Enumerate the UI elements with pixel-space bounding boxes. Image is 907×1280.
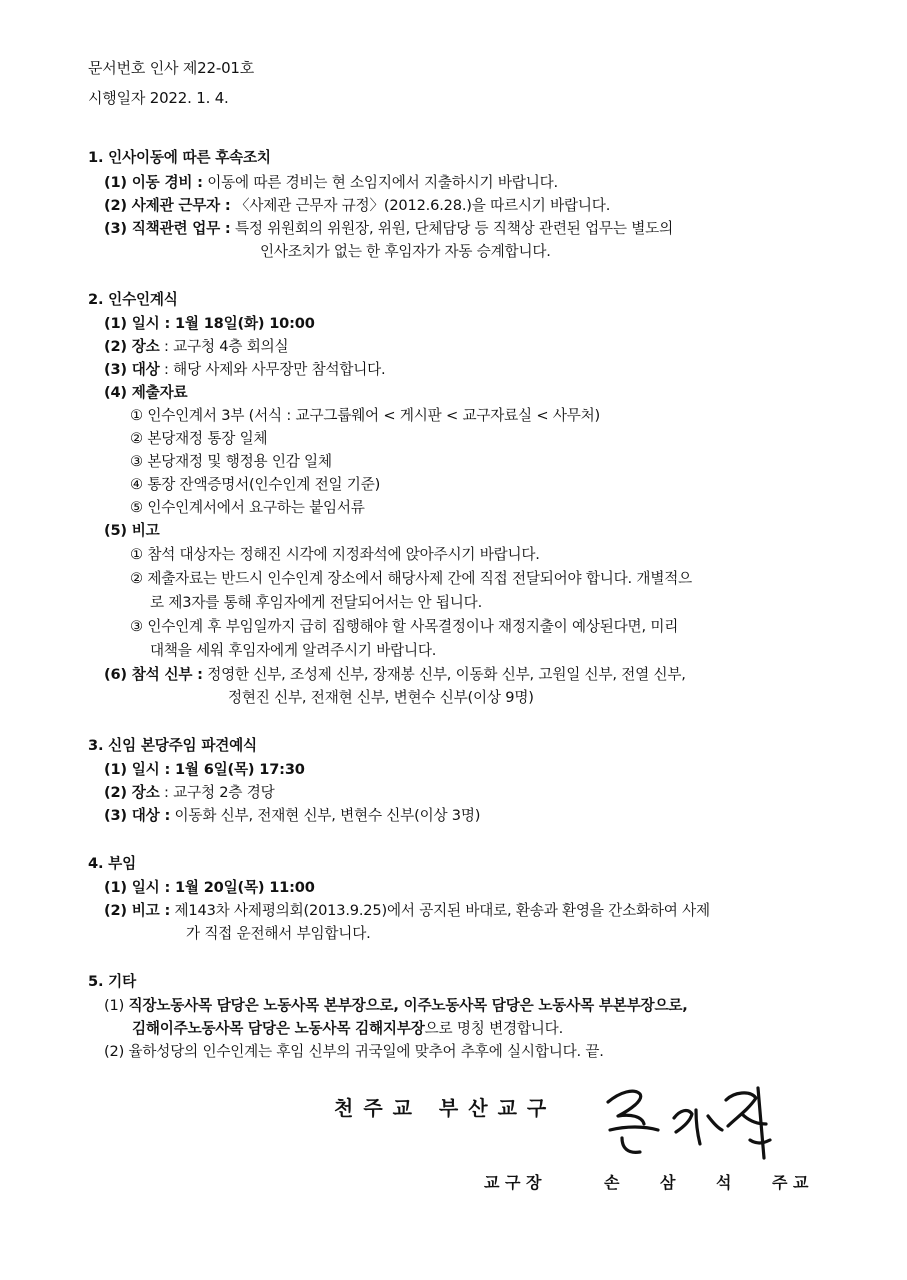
s2-item-4: (4) 제출자료	[104, 384, 188, 401]
s2-item-6-text: 정영한 신부, 조성제 신부, 장재봉 신부, 이동화 신부, 고원일 신부, 전열 신부,	[202, 666, 686, 683]
s1-item-3	[104, 219, 673, 239]
s2-item-6	[104, 665, 686, 685]
s5-item-1-cont-rest: 으로 명칭 변경합니다.	[424, 1020, 564, 1037]
s2-item-2-label: (2) 장소	[104, 338, 160, 355]
bishop-name-char-2: 삼	[660, 1173, 676, 1192]
s3-item-2-text: : 교구청 2층 경당	[159, 784, 275, 801]
section-5-title: 5. 기타	[88, 973, 136, 990]
s2-doc-2: ② 본당재정 통장 일체	[130, 430, 268, 447]
s4-item-2	[104, 901, 710, 921]
s3-item-3-text: 이동화 신부, 전재현 신부, 변현수 신부(이상 3명)	[170, 807, 481, 824]
s1-item-3-continuation: 인사조치가 없는 한 후임자가 자동 승계합니다.	[260, 243, 551, 260]
s1-item-2	[104, 196, 610, 216]
s2-item-1: (1) 일시 : 1월 18일(화) 10:00	[104, 315, 315, 332]
effective-date: 시행일자 2022. 1. 4.	[88, 89, 229, 107]
s3-item-3-label: (3) 대상 :	[104, 807, 171, 824]
s2-item-3-text: : 해당 사제와 사무장만 참석합니다.	[159, 361, 386, 378]
bishop-title: 교 구 장	[484, 1173, 542, 1192]
bishop-rank: 주 교	[772, 1173, 809, 1192]
s3-item-2-label: (2) 장소	[104, 784, 160, 801]
s1-item-2-label: (2) 사제관 근무자 :	[104, 197, 231, 214]
s5-item-1-cont-bold: 김해이주노동사목 담당은 노동사목 김해지부장	[132, 1020, 425, 1037]
section-3-title: 3. 신임 본당주임 파견예식	[88, 737, 257, 754]
s5-item-1-text: 직장노동사목 담당은 노동사목 본부장으로, 이주노동사목 담당은 노동사목 부본부장으로,	[128, 997, 688, 1014]
s4-item-2-continuation: 가 직접 운전해서 부임합니다.	[186, 925, 371, 942]
s2-item-6-label: (6) 참석 신부 :	[104, 666, 203, 683]
signature-image	[600, 1080, 780, 1165]
issuing-organization: 천주교 부산교구	[334, 1096, 557, 1120]
s2-doc-1: ① 인수인계서 3부 (서식 : 교구그룹웨어 < 게시판 < 교구자료실 < 사무처)	[130, 407, 601, 424]
s4-item-2-label: (2) 비고 :	[104, 902, 171, 919]
s5-item-1-num: (1)	[104, 997, 129, 1014]
s2-doc-5: ⑤ 인수인계서에서 요구하는 붙임서류	[130, 499, 365, 516]
s4-item-1: (1) 일시 : 1월 20일(목) 11:00	[104, 879, 315, 896]
s2-item-2-text: : 교구청 4층 회의실	[159, 338, 289, 355]
s2-item-5: (5) 비고	[104, 522, 160, 539]
s5-item-1-continuation	[132, 1019, 563, 1039]
s3-item-3	[104, 806, 480, 826]
s2-item-3-label: (3) 대상	[104, 361, 160, 378]
s2-note-1: ① 참석 대상자는 정해진 시각에 지정좌석에 앉아주시기 바랍니다.	[130, 546, 540, 563]
s2-item-6-continuation: 정현진 신부, 전재현 신부, 변현수 신부(이상 9명)	[228, 689, 534, 706]
s2-item-2	[104, 337, 288, 357]
s2-note-2: ② 제출자료는 반드시 인수인계 장소에서 해당사제 간에 직접 전달되어야 합니다. 개별적으	[130, 570, 693, 587]
s2-note-3-continuation: 대책을 세워 후임자에게 알려주시기 바랍니다.	[150, 642, 437, 659]
s5-item-1	[104, 996, 688, 1016]
s1-item-3-label: (3) 직책관련 업무 :	[104, 220, 231, 237]
s1-item-1-label: (1) 이동 경비 :	[104, 174, 203, 191]
bishop-name-char-1: 손	[604, 1173, 620, 1192]
section-1-title: 1. 인사이동에 따른 후속조치	[88, 149, 271, 166]
s2-doc-4: ④ 통장 잔액증명서(인수인계 전일 기준)	[130, 476, 381, 493]
s2-note-3: ③ 인수인계 후 부임일까지 급히 집행해야 할 사목결정이나 재정지출이 예상된다면, 미리	[130, 618, 679, 635]
s2-doc-3: ③ 본당재정 및 행정용 인감 일체	[130, 453, 332, 470]
section-4-title: 4. 부임	[88, 855, 136, 872]
s3-item-1: (1) 일시 : 1월 6일(목) 17:30	[104, 761, 305, 778]
doc-number: 문서번호 인사 제22-01호	[88, 59, 255, 77]
s4-item-2-text: 제143차 사제평의회(2013.9.25)에서 공지된 바대로, 환송과 환영을 간소화하여 사제	[170, 902, 710, 919]
s1-item-1	[104, 173, 558, 193]
s5-item-2: (2) 율하성당의 인수인계는 후임 신부의 귀국일에 맞추어 추후에 실시합니다. 끝.	[104, 1043, 604, 1060]
s1-item-1-text: 이동에 따른 경비는 현 소임지에서 지출하시기 바랍니다.	[202, 174, 558, 191]
section-2-title: 2. 인수인계식	[88, 291, 178, 308]
s2-item-3	[104, 360, 386, 380]
s1-item-2-text: 〈사제관 근무자 규정〉(2012.6.28.)을 따르시기 바랍니다.	[230, 197, 611, 214]
bishop-name-char-3: 석	[716, 1173, 732, 1192]
s3-item-2	[104, 783, 275, 803]
s2-note-2-continuation: 로 제3자를 통해 후임자에게 전달되어서는 안 됩니다.	[150, 594, 483, 611]
s1-item-3-text: 특정 위원회의 위원장, 위원, 단체담당 등 직책상 관련된 업무는 별도의	[230, 220, 673, 237]
